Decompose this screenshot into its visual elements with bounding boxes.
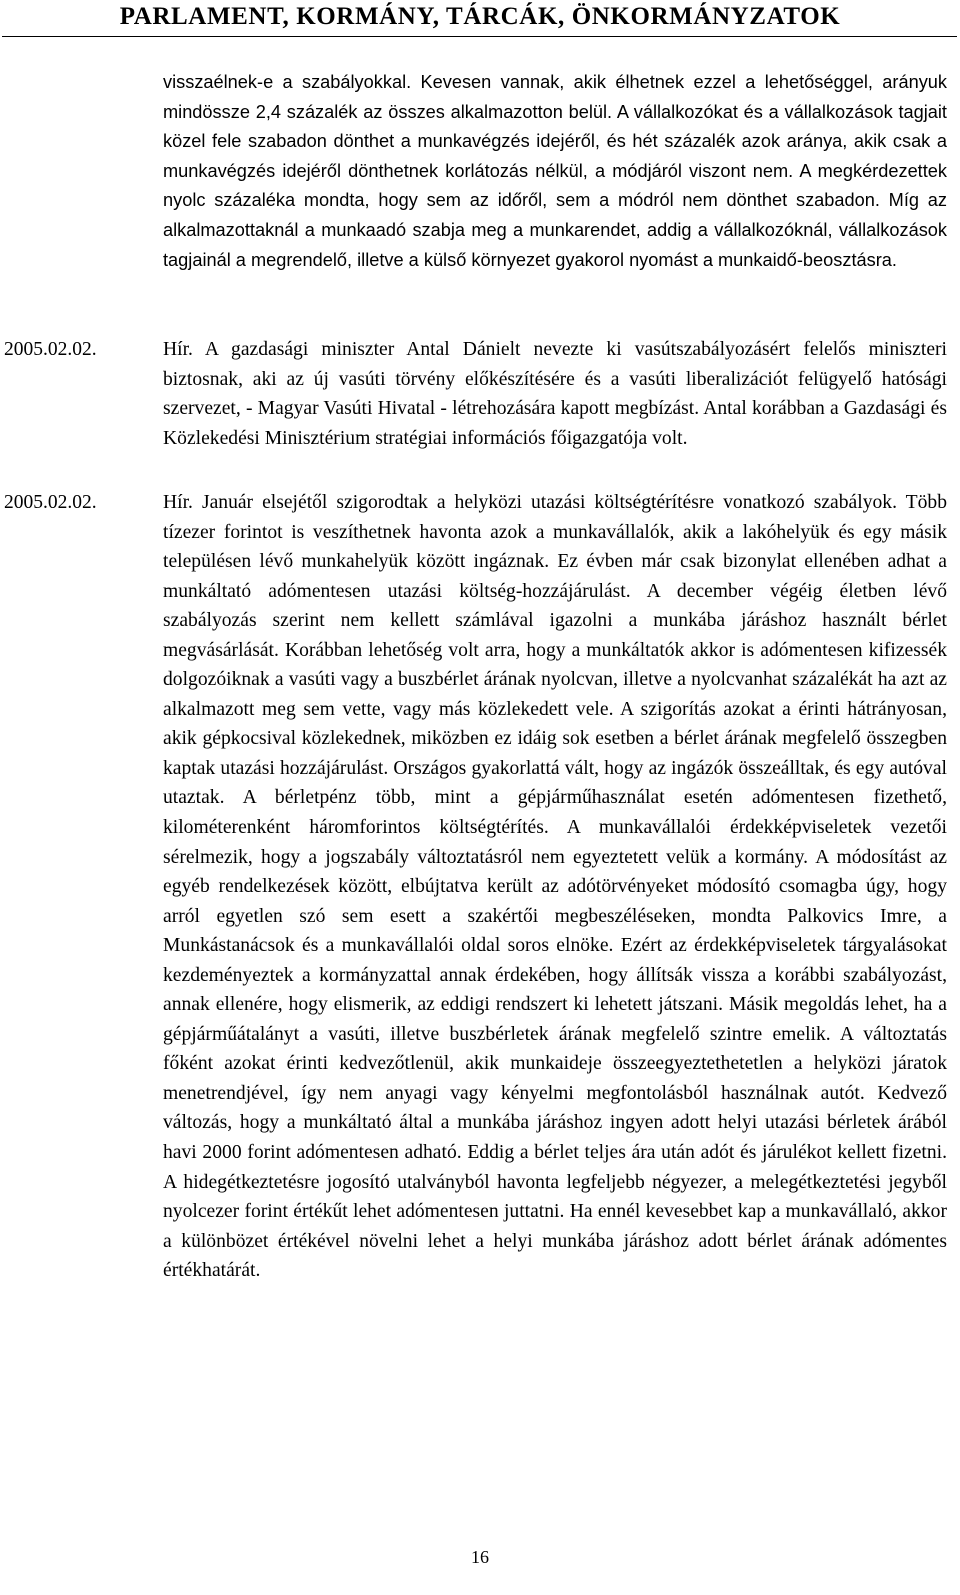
page-number: 16 <box>471 1547 489 1567</box>
entry-text: Január elsejétől szigorodtak a helyközi utazási költségtérítésre vonatkozó szabályok. Több tízezer forintot is veszíthetnek havonta azok a munkavállalók, akik a lakóhelyük és egy másik településen lévő munkahelyük között ingáznak. Ez évben már csak bizonylat ellenében adhat a munkáltató adómentesen utazási költség-hozzájárulást. A december végéig életben lévő szabályozás szerint nem kellett számlával igazolni a munkába járáshoz használt bérlet megvásárlását. Korábban lehetőség volt arra, hogy a munkáltatók akkor is adómentesen kifizessék dolgozóiknak a vasúti vagy a buszbérlet árának nyolcvan, illetve a nyolcvanhat százalékát ha azt az alkalmazott meg sem vette, vagy más közlekedett vele. A szigorítás azokat a érinti hátrányosan, akik gépkocsival közlekednek, miközben ez idáig sok esetben a bérlet árának megfelelő összegben kaptak utazási hozzájárulást. Országos gyakorlattá vált, hogy az ingázók összeálltak, és egy autóval utaztak. A bérletpénz több, mint a gépjárműhasználat esetén adómentesen fizethető, kilométerenként háromforintos költségtérítés. A munkavállalói érdekképviseletek vezetői sérelmezik, hogy a jogszabály változtatásról nem egyeztetett velük a kormány. A módosítást az egyéb rendelkezések között, elbújtatva került az adótörvényeket módosító csomagba úgy, hogy arról egyetlen szó sem esett a szakértői megbeszéléseken, mondta Palkovics Imre, a Munkástanácsok és a munkavállalói oldal soros elnöke. Ezért az érdekképviseletek tárgyalásokat kezdeményeztek a kormányzattal annak érdekében, hogy állítsák vissza a korábbi szabályozást, annak ellenére, hogy elismerik, az eddigi rendszert ki lehetett játszani. Másik megoldás lehet, ha a gépjárműátalányt a vasúti, illetve buszbérletek árának megfelelő szintre emelik. A változtatás főként azokat érinti kedvezőtlenül, akik munkaideje összeegyeztethetetlen a helyközi járatok menetrendjével, így nem anyagi vagy kényelmi megfontolásból használnak autót. Kedvező változás, hogy a munkáltató által a munkába járáshoz ingyen adott helyi utazási bérletek árából havi 2000 forint adómentesen adható. Eddig a bérlet teljes ára után adót és járulékot kellett fizetni. A hidegétkeztetésre jogosító utalványból havonta legfeljebb négyezer, a melegétkeztetési jegyből nyolcezer forint értékűt lehet adómentesen juttatni. Ha ennél kevesebbet kap a munkavállaló, akkor a különbözet értékével növelni lehet a helyi munkába járáshoz adott bérlet árának adómentes értékhatárát. <box>163 492 947 1282</box>
entry-label: Hír. <box>163 492 193 513</box>
page-header <box>0 0 960 36</box>
entry-date: 2005.02.02. <box>4 492 97 513</box>
page-header-title: PARLAMENT, KORMÁNY, TÁRCÁK, ÖNKORMÁNYZATOK <box>119 3 841 30</box>
entry-body <box>163 335 947 453</box>
entry-body <box>163 488 947 1286</box>
entry-text: visszaélnek-e a szabályokkal. Kevesen vannak, akik élhetnek ezzel a lehetőséggel, arányuk mindössze 2,4 százalék az összes alkalmazotton belül. A vállalkozókat és a vállalkozások tagjait közel fele szabadon dönthet a munkavégzés idejéről, és hét százalék azok aránya, akik csak a munkavégzés idejéről dönthetnek korlátozás nélkül, a módjáról viszont nem. A megkérdezettek nyolc százaléka mondta, hogy sem az időről, sem a módról nem dönthet szabadon. Míg az alkalmazottaknál a munkaadó szabja meg a munkarendet, addig a vállalkozóknál, vállalkozások tagjainál a megrendelő, illetve a külső környezet gyakorol nyomást a munkaidő-beosztásra. <box>163 72 947 270</box>
entry-body <box>163 68 947 275</box>
entry-label: Hír. <box>163 339 193 360</box>
header-divider <box>2 36 957 37</box>
entry-date: 2005.02.02. <box>4 339 97 360</box>
entry-text: A gazdasági miniszter Antal Dánielt nevezte ki vasútszabályozásért felelős miniszteri biztosnak, aki az új vasúti törvény előkészítésére és a vasúti liberalizációt felügyelő hatósági szervezet, - Magyar Vasúti Hivatal - létrehozására kapott megbízást. Antal korábban a Gazdasági és Közlekedési Minisztérium stratégiai információs főigazgatója volt. <box>163 339 947 449</box>
page-footer <box>0 1546 960 1568</box>
